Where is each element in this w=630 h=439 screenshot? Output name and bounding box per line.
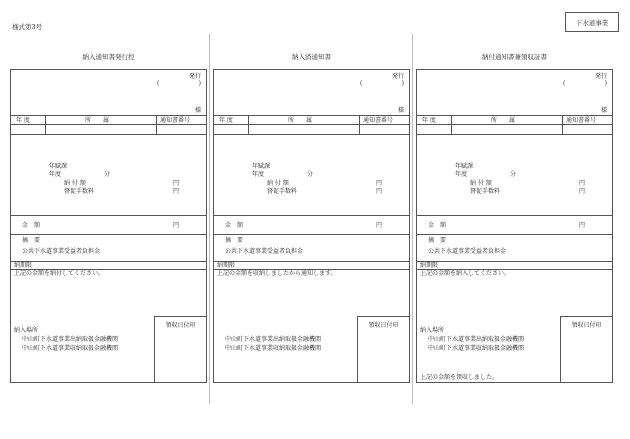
col-year: 年 度 <box>219 117 233 124</box>
yen-unit: 円 <box>375 180 382 187</box>
year-label: 年度 <box>455 171 468 178</box>
year-label: 年度 <box>252 171 265 178</box>
fee-label: 督促手数料 <box>64 188 95 195</box>
department-badge: 下水道事業 <box>565 12 619 32</box>
col-year: 年 度 <box>16 117 30 124</box>
yen-unit: 円 <box>578 188 585 195</box>
yen-unit: 円 <box>578 222 585 229</box>
summary-label: 摘 要 <box>225 237 244 244</box>
payment-label: 納 付 額 <box>267 180 289 187</box>
paren-close: ) <box>198 80 201 87</box>
bank-receipt: 中山町下水道事業収納取扱金融機関 <box>225 345 322 352</box>
receipt-stamp-box <box>560 316 612 382</box>
assessment-label: 年賦課 <box>252 163 271 170</box>
paren-open: ( <box>360 80 363 87</box>
paren-open: ( <box>157 80 160 87</box>
summary-value: 公共下水道事業受益者負担金 <box>428 248 507 255</box>
bank-receipt: 中山町下水道事業収納取扱金融機関 <box>22 345 119 352</box>
slip-panel <box>416 69 613 383</box>
col-number: 通知書番号 <box>160 117 191 124</box>
summary-label: 摘 要 <box>428 237 447 244</box>
payment-label: 納 付 額 <box>64 180 86 187</box>
bank-disbursement: 中山町下水道事業出納取扱金融機関 <box>225 336 322 343</box>
amount-label: 金 額 <box>428 222 447 229</box>
yen-unit: 円 <box>375 188 382 195</box>
issue-label: 発行 <box>391 73 404 80</box>
panel-title: 納入通知書発行控 <box>82 53 135 61</box>
due-label: 納期限 <box>14 262 33 269</box>
yen-unit: 円 <box>172 180 179 187</box>
bun-label: 分 <box>307 171 314 178</box>
payment-place-label: 納入場所 <box>420 327 445 334</box>
assessment-label: 年賦課 <box>49 163 68 170</box>
honorific: 様 <box>600 107 607 114</box>
paren-close: ) <box>604 80 607 87</box>
payment-place-label: 納入場所 <box>14 327 39 334</box>
slip-panel <box>10 69 207 383</box>
col-year: 年 度 <box>422 117 436 124</box>
stamp-label: 領収日付印 <box>165 322 196 329</box>
bun-label: 分 <box>510 171 517 178</box>
yen-unit: 円 <box>578 180 585 187</box>
summary-value: 公共下水道事業受益者負担金 <box>225 248 304 255</box>
cut-line <box>209 34 210 404</box>
cut-line <box>412 34 413 404</box>
summary-value: 公共下水道事業受益者負担金 <box>22 248 101 255</box>
paren-open: ( <box>563 80 566 87</box>
bank-disbursement: 中山町下水道事業出納取扱金融機関 <box>22 336 119 343</box>
issue-label: 発行 <box>188 73 201 80</box>
due-label: 納期限 <box>420 262 439 269</box>
col-dept: 所 属 <box>491 117 516 124</box>
stamp-label: 領収日付印 <box>368 322 399 329</box>
form-number: 様式第3号 <box>12 23 43 31</box>
stamp-label: 領収日付印 <box>571 322 602 329</box>
assessment-label: 年賦課 <box>455 163 474 170</box>
summary-label: 摘 要 <box>22 237 41 244</box>
col-number: 通知書番号 <box>566 117 597 124</box>
col-number: 通知書番号 <box>363 117 394 124</box>
slip-panel <box>213 69 410 383</box>
col-dept: 所 属 <box>85 117 110 124</box>
yen-unit: 円 <box>172 188 179 195</box>
payment-label: 納 付 額 <box>470 180 492 187</box>
panel-title: 納入済通知書 <box>292 53 331 61</box>
honorific: 様 <box>397 107 404 114</box>
notice-message: 上記の金額を収納しましたから通知します。 <box>217 270 337 277</box>
receipt-footer: 上記の金額を領収しました。 <box>420 374 499 381</box>
receipt-stamp-box <box>154 316 206 382</box>
panel-title: 納付通知書兼領収証書 <box>482 53 547 61</box>
bank-disbursement: 中山町下水道事業出納取扱金融機関 <box>428 336 525 343</box>
due-label: 納期限 <box>217 262 236 269</box>
amount-label: 金 額 <box>225 222 244 229</box>
notice-message: 上記の金額を納入してください。 <box>420 270 511 277</box>
col-dept: 所 属 <box>288 117 313 124</box>
amount-label: 金 額 <box>22 222 41 229</box>
notice-message: 上記の金額を納付してください。 <box>14 270 105 277</box>
receipt-stamp-box <box>357 316 409 382</box>
yen-unit: 円 <box>375 222 382 229</box>
year-label: 年度 <box>49 171 62 178</box>
yen-unit: 円 <box>172 222 179 229</box>
fee-label: 督促手数料 <box>267 188 298 195</box>
bank-receipt: 中山町下水道事業収納取扱金融機関 <box>428 345 525 352</box>
paren-close: ) <box>401 80 404 87</box>
fee-label: 督促手数料 <box>470 188 501 195</box>
honorific: 様 <box>194 107 201 114</box>
bun-label: 分 <box>104 171 111 178</box>
issue-label: 発行 <box>594 73 607 80</box>
